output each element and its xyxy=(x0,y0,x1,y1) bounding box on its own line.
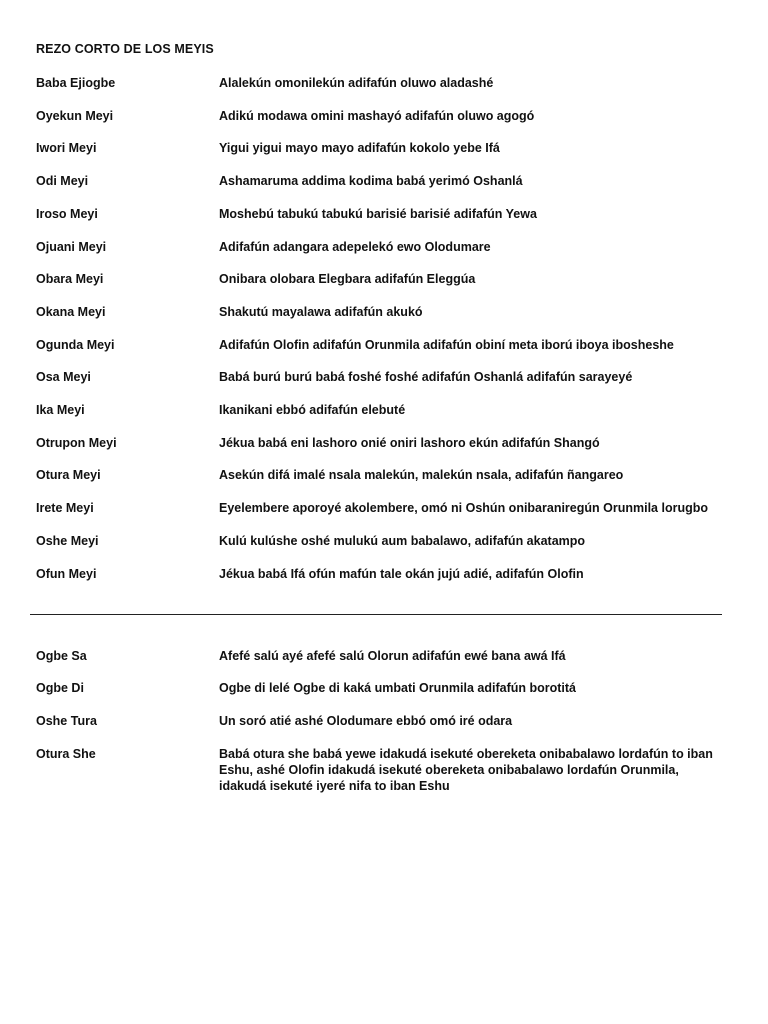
prayer-text: Moshebú tabukú tabukú barisié barisié adifafún Yewa xyxy=(219,207,537,221)
prayer-text: Afefé salú ayé afefé salú Olorun adifafún ewé bana awá Ifá xyxy=(219,649,566,663)
odu-name: Ogunda Meyi xyxy=(36,338,115,352)
prayer-text: Alalekún omonilekún adifafún oluwo aladashé xyxy=(219,76,494,90)
prayer-text: Un soró atié ashé Olodumare ebbó omó iré odara xyxy=(219,714,513,728)
prayer-text: Kulú kulúshe oshé mulukú aum babalawo, adifafún akatampo xyxy=(219,534,586,548)
odu-name: Okana Meyi xyxy=(36,305,106,319)
odu-name: Otrupon Meyi xyxy=(36,436,117,450)
odu-name: Otura Meyi xyxy=(36,468,101,482)
odu-name: Ogbe Sa xyxy=(36,649,87,663)
odu-name: Oshe Meyi xyxy=(36,534,99,548)
odu-name: Ika Meyi xyxy=(36,403,85,417)
prayer-text: Adikú modawa omini mashayó adifafún oluwo agogó xyxy=(219,109,535,123)
prayer-text: Onibara olobara Elegbara adifafún Eleggúa xyxy=(219,272,476,286)
odu-name: Obara Meyi xyxy=(36,272,104,286)
section-divider xyxy=(30,614,722,615)
odu-name: Ogbe Di xyxy=(36,681,84,695)
prayer-text: Yigui yigui mayo mayo adifafún kokolo yebe Ifá xyxy=(219,141,500,155)
prayer-text: Adifafún adangara adepelekó ewo Olodumare xyxy=(219,240,491,254)
odu-name: Odi Meyi xyxy=(36,174,89,188)
odu-name: Otura She xyxy=(36,747,96,761)
prayer-text: Shakutú mayalawa adifafún akukó xyxy=(219,305,423,319)
prayer-text: Asekún difá imalé nsala malekún, malekún nsala, adifafún ñangareo xyxy=(219,468,624,482)
odu-name: Iwori Meyi xyxy=(36,141,97,155)
prayer-text: Ogbe di lelé Ogbe di kaká umbati Orunmila adifafún borotitá xyxy=(219,681,576,695)
document-title: REZO CORTO DE LOS MEYIS xyxy=(36,42,214,56)
odu-name: Oshe Tura xyxy=(36,714,97,728)
odu-name: Ojuani Meyi xyxy=(36,240,107,254)
odu-name: Iroso Meyi xyxy=(36,207,98,221)
prayer-text: Ashamaruma addima kodima babá yerimó Oshanlá xyxy=(219,174,523,188)
prayer-text: Babá burú burú babá foshé foshé adifafún Oshanlá adifafún sarayeyé xyxy=(219,370,633,384)
prayer-text: Babá otura she babá yewe idakudá isekuté obereketa onibabalawo lordafún to iban Eshu, ashé Olofin idakudá isekuté obereketa onibabalawo lordafún Orunmila, idakudá isekuté iyeré nifa to iban Eshu xyxy=(219,747,713,793)
odu-name: Baba Ejiogbe xyxy=(36,76,116,90)
prayer-text: Jékua babá Ifá ofún mafún tale okán jujú adié, adifafún Olofin xyxy=(219,567,584,581)
prayer-text: Ikanikani ebbó adifafún elebuté xyxy=(219,403,406,417)
prayer-text: Eyelembere aporoyé akolembere, omó ni Oshún onibaraniregún Orunmila lorugbo xyxy=(219,501,708,515)
odu-name: Oyekun Meyi xyxy=(36,109,114,123)
odu-name: Irete Meyi xyxy=(36,501,94,515)
odu-name: Osa Meyi xyxy=(36,370,91,384)
odu-name: Ofun Meyi xyxy=(36,567,97,581)
prayer-text: Jékua babá eni lashoro onié oniri lashoro ekún adifafún Shangó xyxy=(219,436,600,450)
prayer-text: Adifafún Olofin adifafún Orunmila adifafún obiní meta iború iboya ibosheshe xyxy=(219,338,674,352)
